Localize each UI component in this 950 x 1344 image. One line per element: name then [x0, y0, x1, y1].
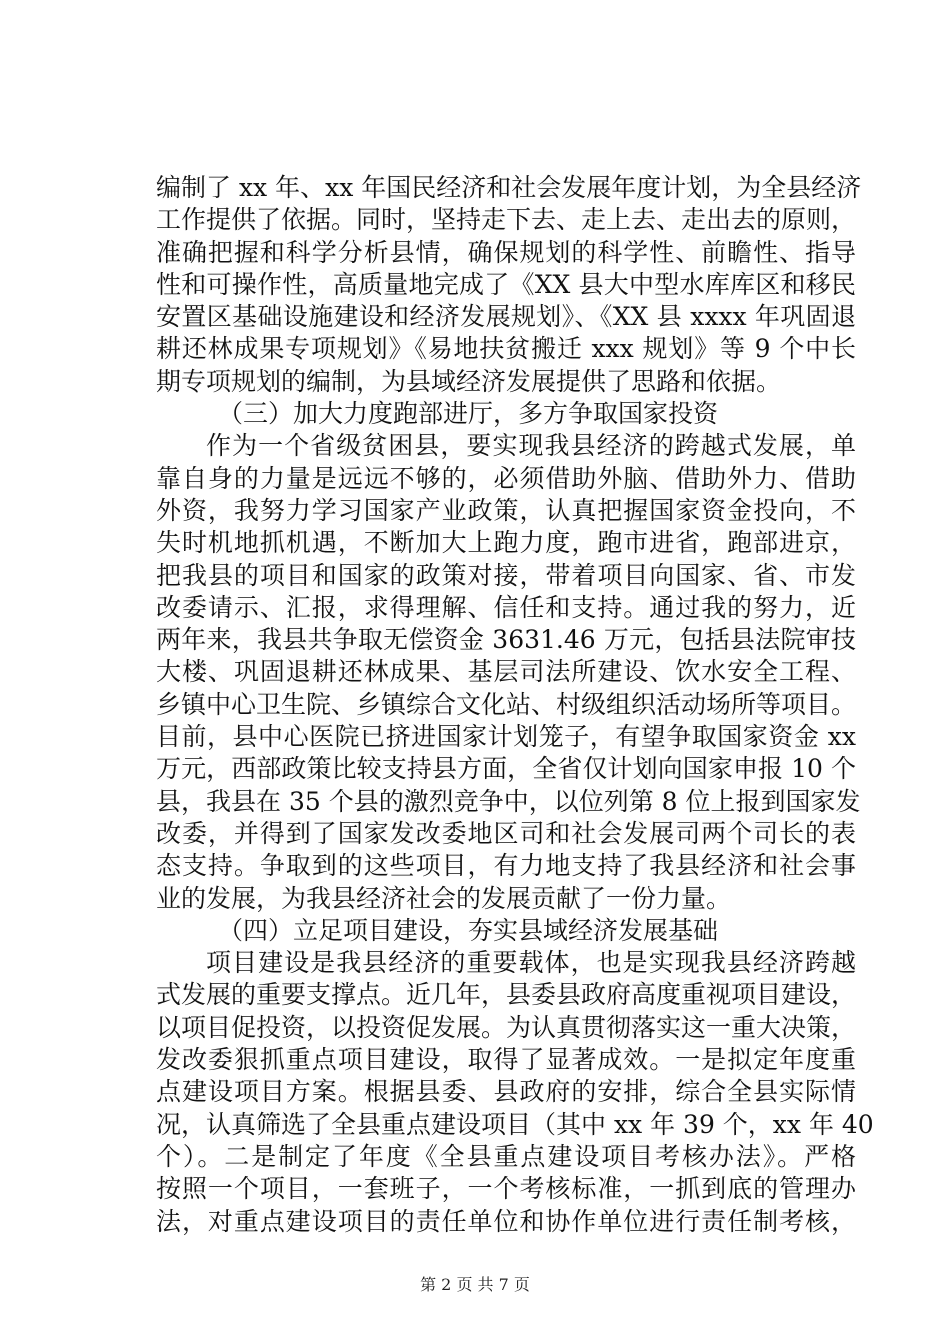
text-line: 点建设项目方案。根据县委、县政府的安排，综合全县实际情 — [156, 1077, 856, 1107]
text-line: 发改委狠抓重点项目建设，取得了显著成效。一是拟定年度重 — [156, 1045, 856, 1075]
text-line: 性和可操作性，高质量地完成了《XX 县大中型水库库区和移民 — [156, 269, 856, 299]
text-line: 靠自身的力量是远远不够的，必须借助外脑、借助外力、借助 — [156, 463, 856, 493]
text-line: 把我县的项目和国家的政策对接，带着项目向国家、省、市发 — [156, 560, 856, 590]
text-line: 安置区基础设施建设和经济发展规划》、《XX 县 xxxx 年巩固退 — [156, 302, 856, 332]
text-line: 县，我县在 35 个县的激烈竞争中，以位列第 8 位上报到国家发 — [156, 786, 861, 816]
text-line: 以项目促投资，以投资促发展。为认真贯彻落实这一重大决策， — [156, 1012, 857, 1042]
text-line: 失时机地抓机遇，不断加大上跑力度，跑市进省，跑部进京， — [156, 528, 856, 558]
section-heading: （三）加大力度跑部进厅，多方争取国家投资 — [218, 399, 719, 429]
text-line: 目前，县中心医院已挤进国家计划笼子，有望争取国家资金 xx — [156, 722, 856, 752]
text-line: 改委请示、汇报，求得理解、信任和支持。通过我的努力，近 — [156, 592, 856, 622]
text-line: 式发展的重要支撑点。近几年，县委县政府高度重视项目建设， — [156, 980, 857, 1010]
text-line: 工作提供了依据。同时，坚持走下去、走上去、走出去的原则， — [156, 205, 857, 235]
text-line: 准确把握和科学分析县情，确保规划的科学性、前瞻性、指导 — [156, 237, 856, 267]
text-line: 况，认真筛选了全县重点建设项目（其中 xx 年 39 个，xx 年 40 — [156, 1109, 874, 1139]
text-line: 个）。二是制定了年度《全县重点建设项目考核办法》。严格 — [156, 1141, 856, 1171]
text-line: 项目建设是我县经济的重要载体，也是实现我县经济跨越 — [206, 948, 856, 978]
text-line: 业的发展，为我县经济社会的发展贡献了一份力量。 — [156, 883, 732, 913]
text-line: 外资，我努力学习国家产业政策，认真把握国家资金投向，不 — [156, 495, 856, 525]
document-body — [156, 172, 874, 1238]
text-line: 态支持。争取到的这些项目，有力地支持了我县经济和社会事 — [156, 851, 856, 881]
text-line: 编制了 xx 年、xx 年国民经济和社会发展年度计划，为全县经济 — [156, 173, 862, 202]
text-line: 大楼、巩固退耕还林成果、基层司法所建设、饮水安全工程、 — [156, 657, 856, 687]
text-line: 改委，并得到了国家发改委地区司和社会发展司两个司长的表 — [156, 818, 856, 848]
section-heading: （四）立足项目建设，夯实县域经济发展基础 — [218, 915, 719, 945]
text-line: 两年来，我县共争取无偿资金 3631.46 万元，包括县法院审技 — [156, 625, 856, 655]
text-line: 作为一个省级贫困县，要实现我县经济的跨越式发展，单 — [206, 431, 856, 461]
page-footer: 第 2 页 共 7 页 — [420, 1275, 530, 1294]
text-line: 法，对重点建设项目的责任单位和协作单位进行责任制考核， — [156, 1206, 856, 1236]
text-line: 乡镇中心卫生院、乡镇综合文化站、村级组织活动场所等项目。 — [156, 689, 857, 719]
text-line: 万元，西部政策比较支持县方面，全省仅计划向国家申报 10 个 — [156, 754, 856, 784]
text-line: 耕还林成果专项规划》《易地扶贫搬迁 xxx 规划》等 9 个中长 — [156, 334, 856, 364]
text-line: 按照一个项目，一套班子，一个考核标准，一抓到底的管理办 — [156, 1174, 856, 1204]
text-line: 期专项规划的编制，为县域经济发展提供了思路和依据。 — [156, 366, 782, 396]
